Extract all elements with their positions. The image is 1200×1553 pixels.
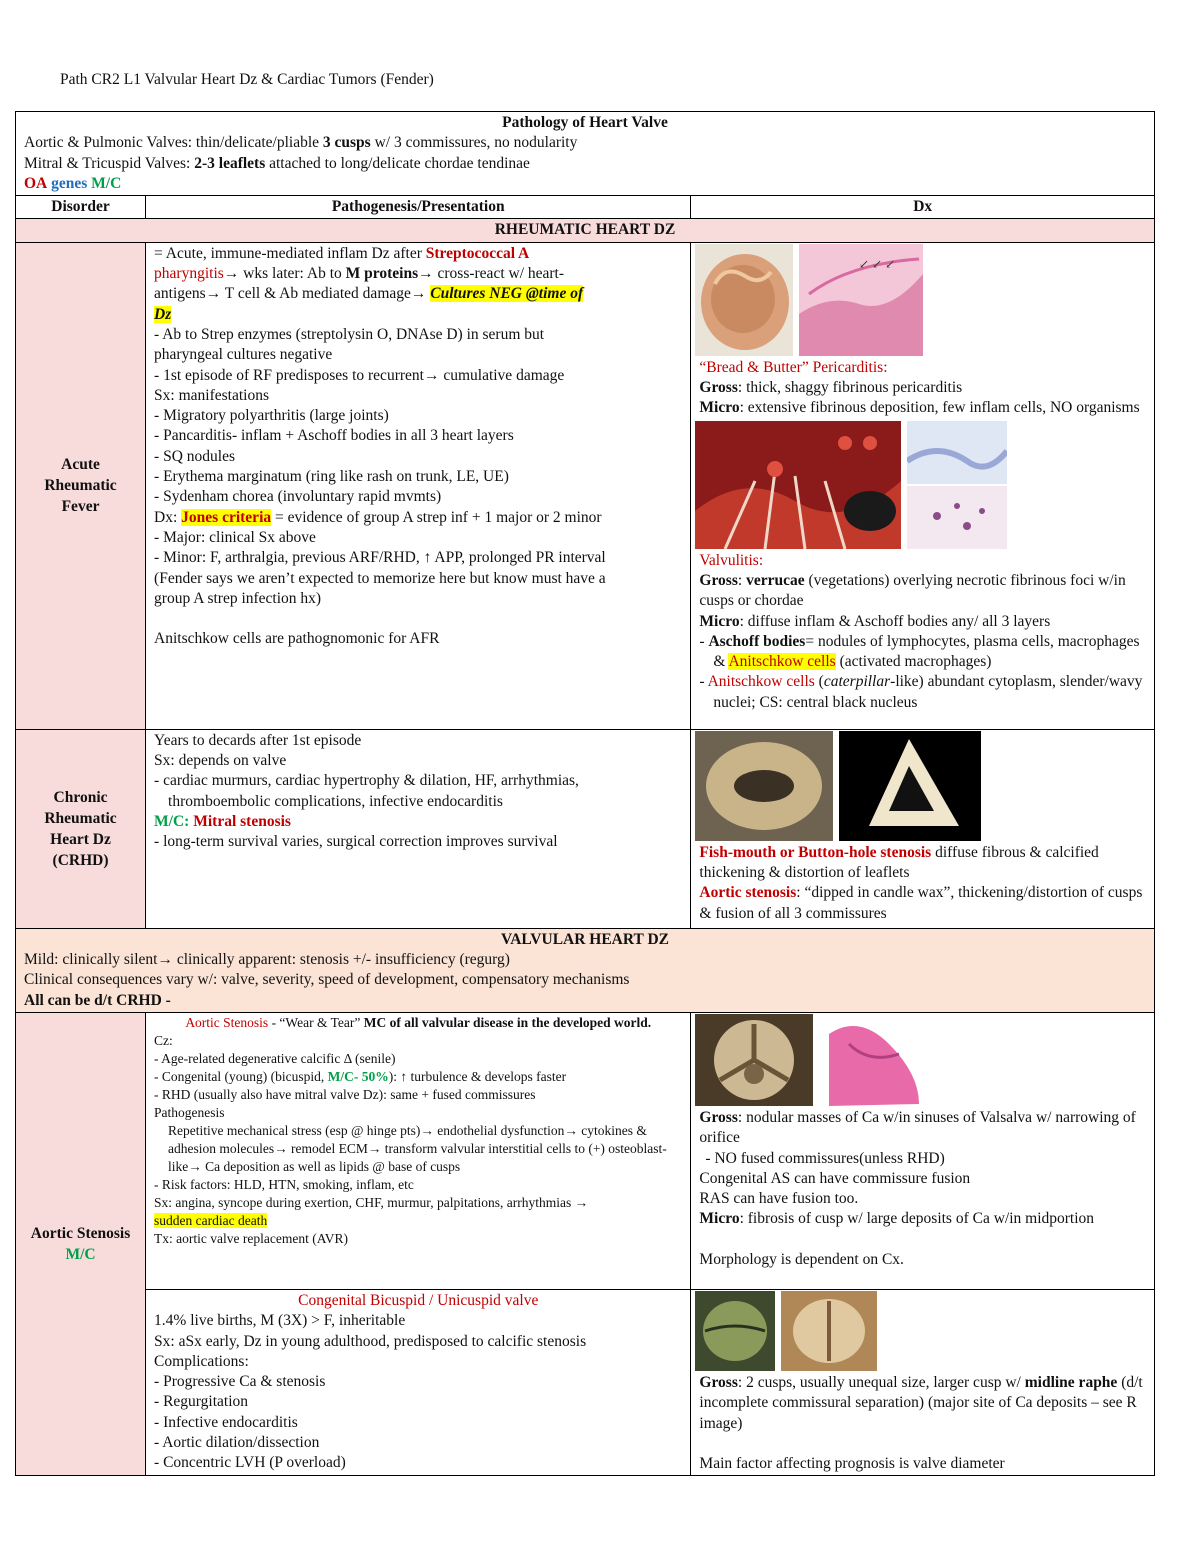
valvular-intro: VALVULAR HEART DZ Mild: clinically silent→ clinically apparent: stenosis +/- insufficiency (regurg) Clinical consequences vary w/: valve, severity, speed of development, compensatory mechanisms All can be d/t CRHD - <box>16 928 1155 1012</box>
fish-mouth-mitral-photo <box>695 731 833 841</box>
crhd-dx: Fish-mouth or Button-hole stenosis diffuse fibrous & calcified thickening & distortion of leaflets Aortic stenosis: “dipped in candle wax”, thickening/distortion of cusps & fusion of all 3 commissures <box>691 729 1155 928</box>
micro-aschoff-photo-2 <box>907 486 1007 549</box>
bicuspid-valve-photo-1 <box>695 1291 775 1371</box>
as-dx: Gross: nodular masses of Ca w/in sinuses of Valsalva w/ narrowing of orifice - NO fused commissures(unless RHD) Congenital AS can have commissure fusion RAS can have fusion too. Micro: fibrosis of cusp w/ large deposits of Ca w/in midportion Morphology is dependent on Cx. <box>691 1012 1155 1289</box>
gross-pericarditis-photo <box>695 244 793 356</box>
page-header: Path CR2 L1 Valvular Heart Dz & Cardiac Tumors (Fender) <box>60 71 434 88</box>
table-row-bicuspid <box>16 1289 1155 1475</box>
svg-text:↙ ↙ ↙: ↙ ↙ ↙ <box>859 256 896 271</box>
crhd-presentation: Years to decards after 1st episode Sx: depends on valve - cardiac murmurs, cardiac hypertrophy & dilation, HF, arrhythmias, thromboembolic complications, infective endocarditis M/C: Mitral stenosis - long-term survival varies, surgical correction improves survival <box>146 729 691 928</box>
gross-valvulitis-photo <box>695 421 901 549</box>
valve-pathology-table <box>15 111 1155 1476</box>
col-header-dx: Dx <box>691 196 1155 219</box>
intro-line-2: Mitral & Tricuspid Valves: 2-3 leaflets attached to long/delicate chordae tendinae <box>24 154 530 172</box>
arf-presentation: = Acute, immune-mediated inflam Dz after Streptococcal A pharyngitis→ wks later: Ab to M proteins→ cross-react w/ heart- antigens→ T cell & Ab mediated damage→ Cultures NEG @time of Dz - Ab to Strep enzymes (streptolysin O, DNAse D) in serum but pharyngeal cultures negative - 1st episode of RF predisposes to recurrent→ cumulative damage Sx: manifestations - Migratory polyarthritis (large joints) - Pancarditis- inflam + Aschoff bodies in all 3 heart layers - SQ nodules - Erythema marginatum (ring like rash on trunk, LE, UE) - Sydenham chorea (involuntary rapid mvmts) Dx: Jones criteria = evidence of group A strep inf + 1 major or 2 minor - Major: clinical Sx above - Minor: F, arthralgia, previous ARF/RHD, ↑ APP, prolonged PR interval (Fender says we aren’t expected to memorize here but know must have a group A strep infection hx) Anitschkow cells are pathognomonic for AFR <box>146 242 691 729</box>
table-row-arf <box>16 242 1155 729</box>
section-title-valvular: VALVULAR HEART DZ <box>501 930 669 948</box>
micro-aschoff-photo-1 <box>907 421 1007 484</box>
calcific-aortic-valve-photo <box>695 1014 813 1106</box>
arf-dx: ↙ ↙ ↙ “Bread & Butter” Pericarditis: Gross: thick, shaggy fibrinous pericarditis Micro: extensive fibrinous deposition, few inflam cells, NO organisms Valvulitis: Gross: verrucae (vegetations) overlying necrotic fibrinous foci w/in cusps or chordae Micro: diffuse inflam & Aschoff bodies any/ all 3 layers - Aschoff bodies= nodules of lymphocytes, plasma cells, macrophages & Anitschkow cells (activated macrophages) - Anitschkow cells (caterpillar-like) abundant cytoplasm, slender/wavy nuclei; CS: central black nucleus <box>691 242 1155 729</box>
micro-pericarditis-photo <box>799 244 923 356</box>
intro-line-1: Aortic & Pulmonic Valves: thin/delicate/pliable 3 cusps w/ 3 commissures, no nodularity <box>24 134 578 152</box>
section-title-rheumatic: RHEUMATIC HEART DZ <box>16 219 1155 242</box>
bicuspid-valve-photo-2 <box>781 1291 877 1371</box>
bicuspid-presentation: Congenital Bicuspid / Unicuspid valve 1.4% live births, M (3X) > F, inheritable Sx: aSx early, Dz in young adulthood, predisposed to calcific stenosis Complications: - Progressive Ca & stenosis - Regurgitation - Infective endocarditis - Aortic dilation/dissection - Concentric LVH (P overload) <box>146 1289 691 1475</box>
table-row-aortic-stenosis <box>16 1012 1155 1289</box>
color-legend: OA genes M/C <box>24 174 122 192</box>
disorder-crhd: Chronic Rheumatic Heart Dz (CRHD) <box>16 729 146 928</box>
as-presentation: Aortic Stenosis - “Wear & Tear” MC of all valvular disease in the developed world. Cz: - Age-related degenerative calcific Δ (senile) - Congenital (young) (bicuspid, M/C- 50%): ↑ turbulence & develops faster - RHD (usually also have mitral valve Dz): same + fused commissures Pathogenesis Repetitive mechanical stress (esp @ hinge pts)→ endothelial dysfunction→ cytokines & adhesion molecules→ remodel ECM→ transform valvular interstitial cells to (+) osteoblast-like→ Ca deposition as well as lipids @ base of cusps - Risk factors: HLD, HTN, smoking, inflam, etc Sx: angina, syncope during exertion, CHF, murmur, palpitations, arrhythmias → sudden cardiac death Tx: aortic valve replacement (AVR) <box>146 1012 691 1289</box>
section-rheumatic-row <box>16 219 1155 242</box>
column-header-row <box>16 196 1155 219</box>
table-row-crhd <box>16 729 1155 928</box>
calcific-aortic-micro-photo <box>819 1014 929 1106</box>
section-valvular-row <box>16 928 1155 1012</box>
disorder-arf: Acute Rheumatic Fever <box>16 242 146 729</box>
col-header-pathogenesis: Pathogenesis/Presentation <box>146 196 691 219</box>
disorder-aortic-stenosis: Aortic Stenosis M/C <box>16 1012 146 1475</box>
intro-row <box>16 112 1155 196</box>
col-header-disorder: Disorder <box>16 196 146 219</box>
bicuspid-dx: Gross: 2 cusps, usually unequal size, larger cusp w/ midline raphe (d/t incomplete commissural separation) (major site of Ca deposits – see R image) Main factor affecting prognosis is valve diameter <box>691 1289 1155 1475</box>
aortic-stenosis-rhd-photo <box>839 731 981 841</box>
intro-title: Pathology of Heart Valve <box>502 114 668 131</box>
